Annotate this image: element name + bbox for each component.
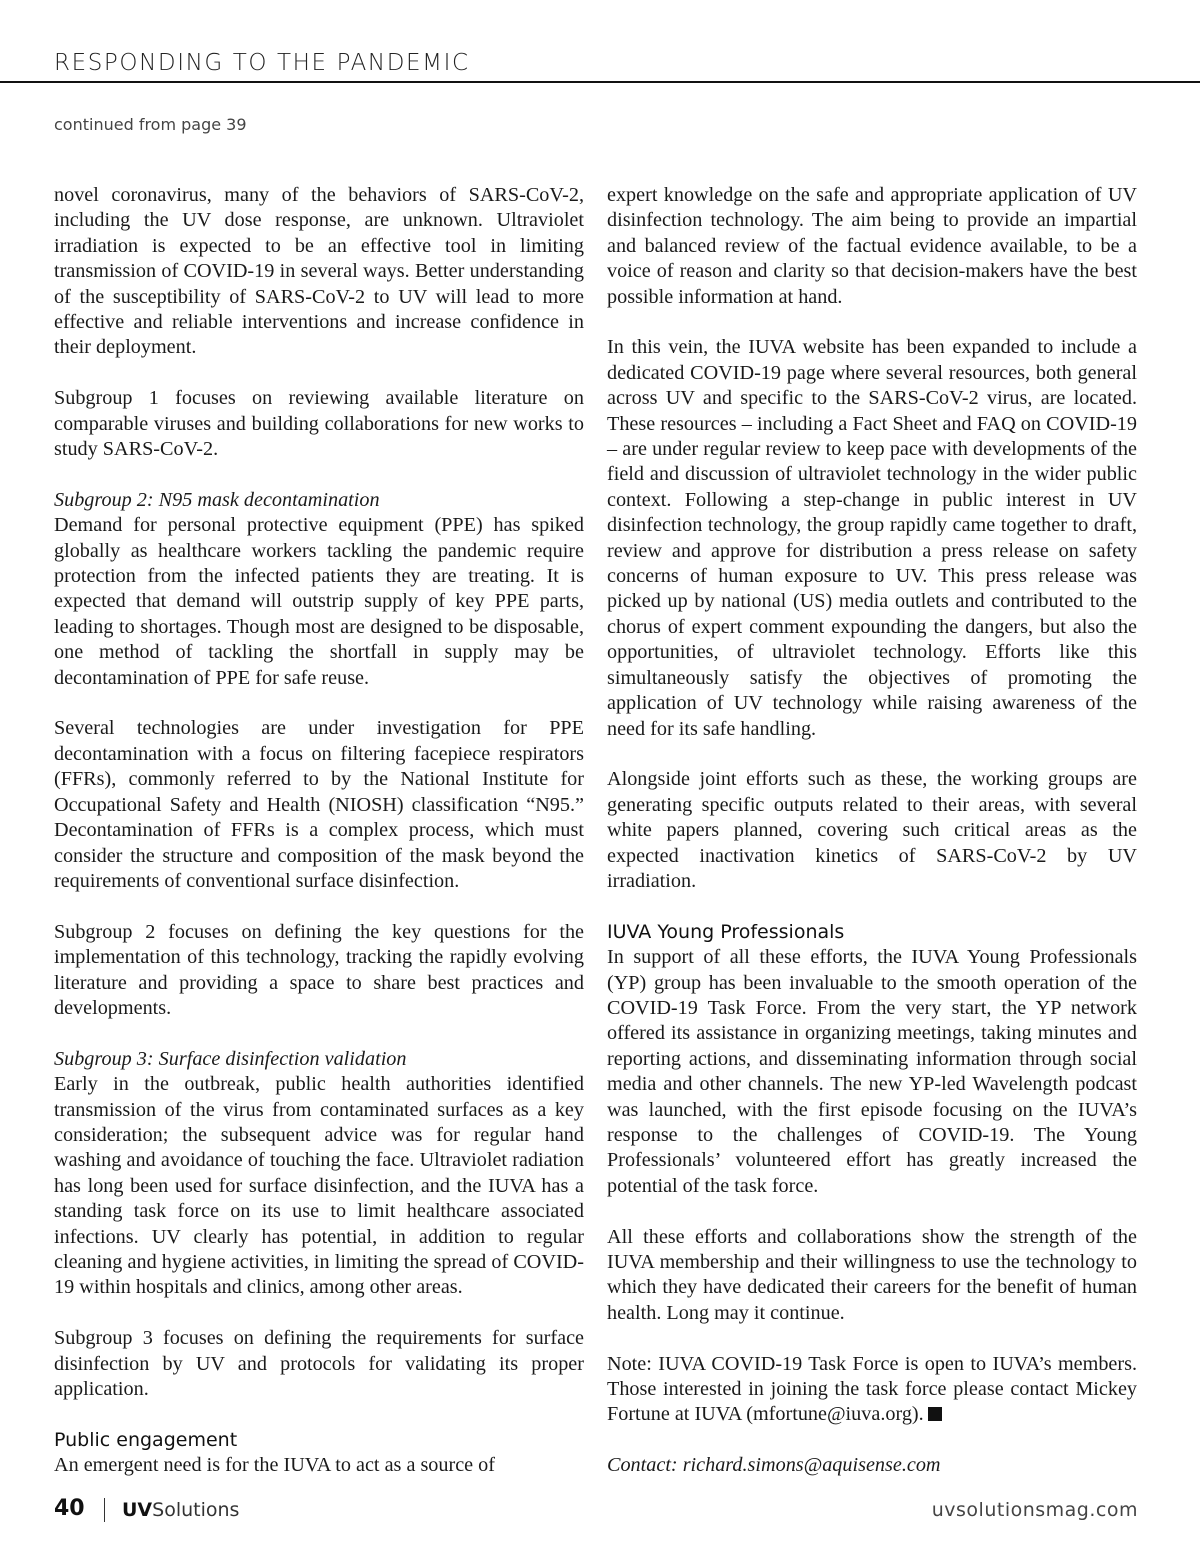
brand-solutions: Solutions: [152, 1499, 240, 1521]
footer-divider: [104, 1498, 105, 1522]
subgroup3-heading: Subgroup 3: Surface disinfection validation: [54, 1047, 407, 1070]
subgroup2-heading: Subgroup 2: N95 mask decontamination: [54, 488, 380, 511]
end-mark-icon: [928, 1407, 942, 1421]
note-text: Note: IUVA COVID-19 Task Force is open to IUVA’s members. Those interested in joining the task force please contact Mickey Fortune at IUVA (mfortune@iuva.org).: [607, 1352, 1137, 1426]
paragraph: Alongside joint efforts such as these, the working groups are generating specific outputs related to their areas, with several white papers planned, covering such critical areas as the expected inactivation kinetics of SARS-CoV-2 by UV irradiation.: [607, 768, 1137, 892]
paragraph: Subgroup 2 focuses on defining the key questions for the implementation of this technology, tracking the rapidly evolving literature and providing a space to share best practices and developments.: [54, 920, 584, 1019]
paragraph: An emergent need is for the IUVA to act as a source of: [54, 1454, 495, 1477]
right-column: [607, 183, 1137, 1504]
website-url: uvsolutionsmag.com: [931, 1499, 1138, 1521]
header-rule: [0, 81, 1200, 83]
paragraph: In this vein, the IUVA website has been expanded to include a dedicated COVID-19 page where several resources, both general across UV and specific to the SARS-CoV-2 virus, are located. These resources – including a Fact Sheet and FAQ on COVID-19 – are under regular review to keep pace with developments of the field and discussion of ultraviolet technology in the wider public context. Following a step-change in public interest in UV disinfection technology, the group rapidly came together to draft, review and approve for distribution a press release on safety concerns of human exposure to UV. This press release was picked up by national (US) media outlets and contributed to the chorus of expert comment expounding the dangers, but also the opportunities, of ultraviolet technology. Efforts like this simultaneously satisfy the objectives of promoting the application of UV technology while raising awareness of the need for its safe handling.: [607, 336, 1137, 740]
section-header: RESPONDING TO THE PANDEMIC: [54, 50, 470, 76]
page-number: 40: [54, 1496, 85, 1521]
contact-line: Contact: richard.simons@aquisense.com: [607, 1454, 941, 1477]
paragraph: Subgroup 1 focuses on reviewing available literature on comparable viruses and building collaborations for new works to study SARS-CoV-2.: [54, 387, 584, 461]
paragraph: Demand for personal protective equipment (PPE) has spiked globally as healthcare workers tackling the pandemic require protection from the infected patients they are treating. It is expected that demand will outstrip supply of key PPE parts, leading to shortages. Though most are designed to be disposable, one method of tackling the shortfall in supply may be decontamination of PPE for safe reuse.: [54, 514, 584, 689]
paragraph: Subgroup 3 focuses on defining the requirements for surface disinfection by UV and protocols for validating its proper application.: [54, 1327, 584, 1400]
paragraph: expert knowledge on the safe and appropriate application of UV disinfection technology. The aim being to provide an impartial and balanced review of the factual evidence available, to be a voice of reason and clarity so that decision-makers have the best possible information at hand.: [607, 184, 1137, 308]
paragraph: All these efforts and collaborations show the strength of the IUVA membership and their willingness to use the technology to which they have dedicated their careers for the benefit of human health. Long may it continue.: [607, 1225, 1137, 1324]
paragraph: Early in the outbreak, public health authorities identified transmission of the virus from contaminated surfaces as a key consideration; the subsequent advice was for regular hand washing and avoidance of touching the face. Ultraviolet radiation has long been used for surface disinfection, and the IUVA has a standing task force on its use to limit healthcare associated infections. UV clearly has potential, in addition to regular cleaning and hygiene activities, in limiting the spread of COVID-19 within hospitals and clinics, among other areas.: [54, 1073, 584, 1299]
publication-brand: [122, 1499, 239, 1521]
paragraph: novel coronavirus, many of the behaviors of SARS-CoV-2, including the UV dose response, are unknown. Ultraviolet irradiation is expected to be an effective tool in limiting transmission of COVID-19 in several ways. Better understanding of the susceptibility of SARS-CoV-2 to UV will lead to more effective and reliable interventions and increase confidence in their deployment.: [54, 184, 584, 359]
paragraph: Several technologies are under investigation for PPE decontamination with a focus on filtering facepiece respirators (FFRs), commonly referred to by the National Institute for Occupational Safety and Health (NIOSH) classification “N95.” Decontamination of FFRs is a complex process, which must consider the structure and composition of the mask beyond the requirements of conventional surface disinfection.: [54, 717, 584, 892]
left-column: [54, 183, 584, 1479]
brand-uv: UV: [122, 1499, 153, 1521]
young-professionals-heading: IUVA Young Professionals: [607, 920, 845, 943]
note-paragraph: [607, 1352, 1137, 1428]
page-footer: [54, 1496, 1138, 1526]
continued-note: continued from page 39: [54, 115, 247, 134]
paragraph: In support of all these efforts, the IUVA Young Professionals (YP) group has been invaluable to the smooth operation of the COVID-19 Task Force. From the very start, the YP network offered its assistance in organizing meetings, taking minutes and reporting actions, and disseminating information through social media and other channels. The new YP-led Wavelength podcast was launched, with the first episode focusing on the IUVA’s response to the challenges of COVID-19. The Young Professionals’ volunteered effort has greatly increased the potential of the task force.: [607, 946, 1137, 1197]
public-engagement-heading: Public engagement: [54, 1428, 238, 1451]
